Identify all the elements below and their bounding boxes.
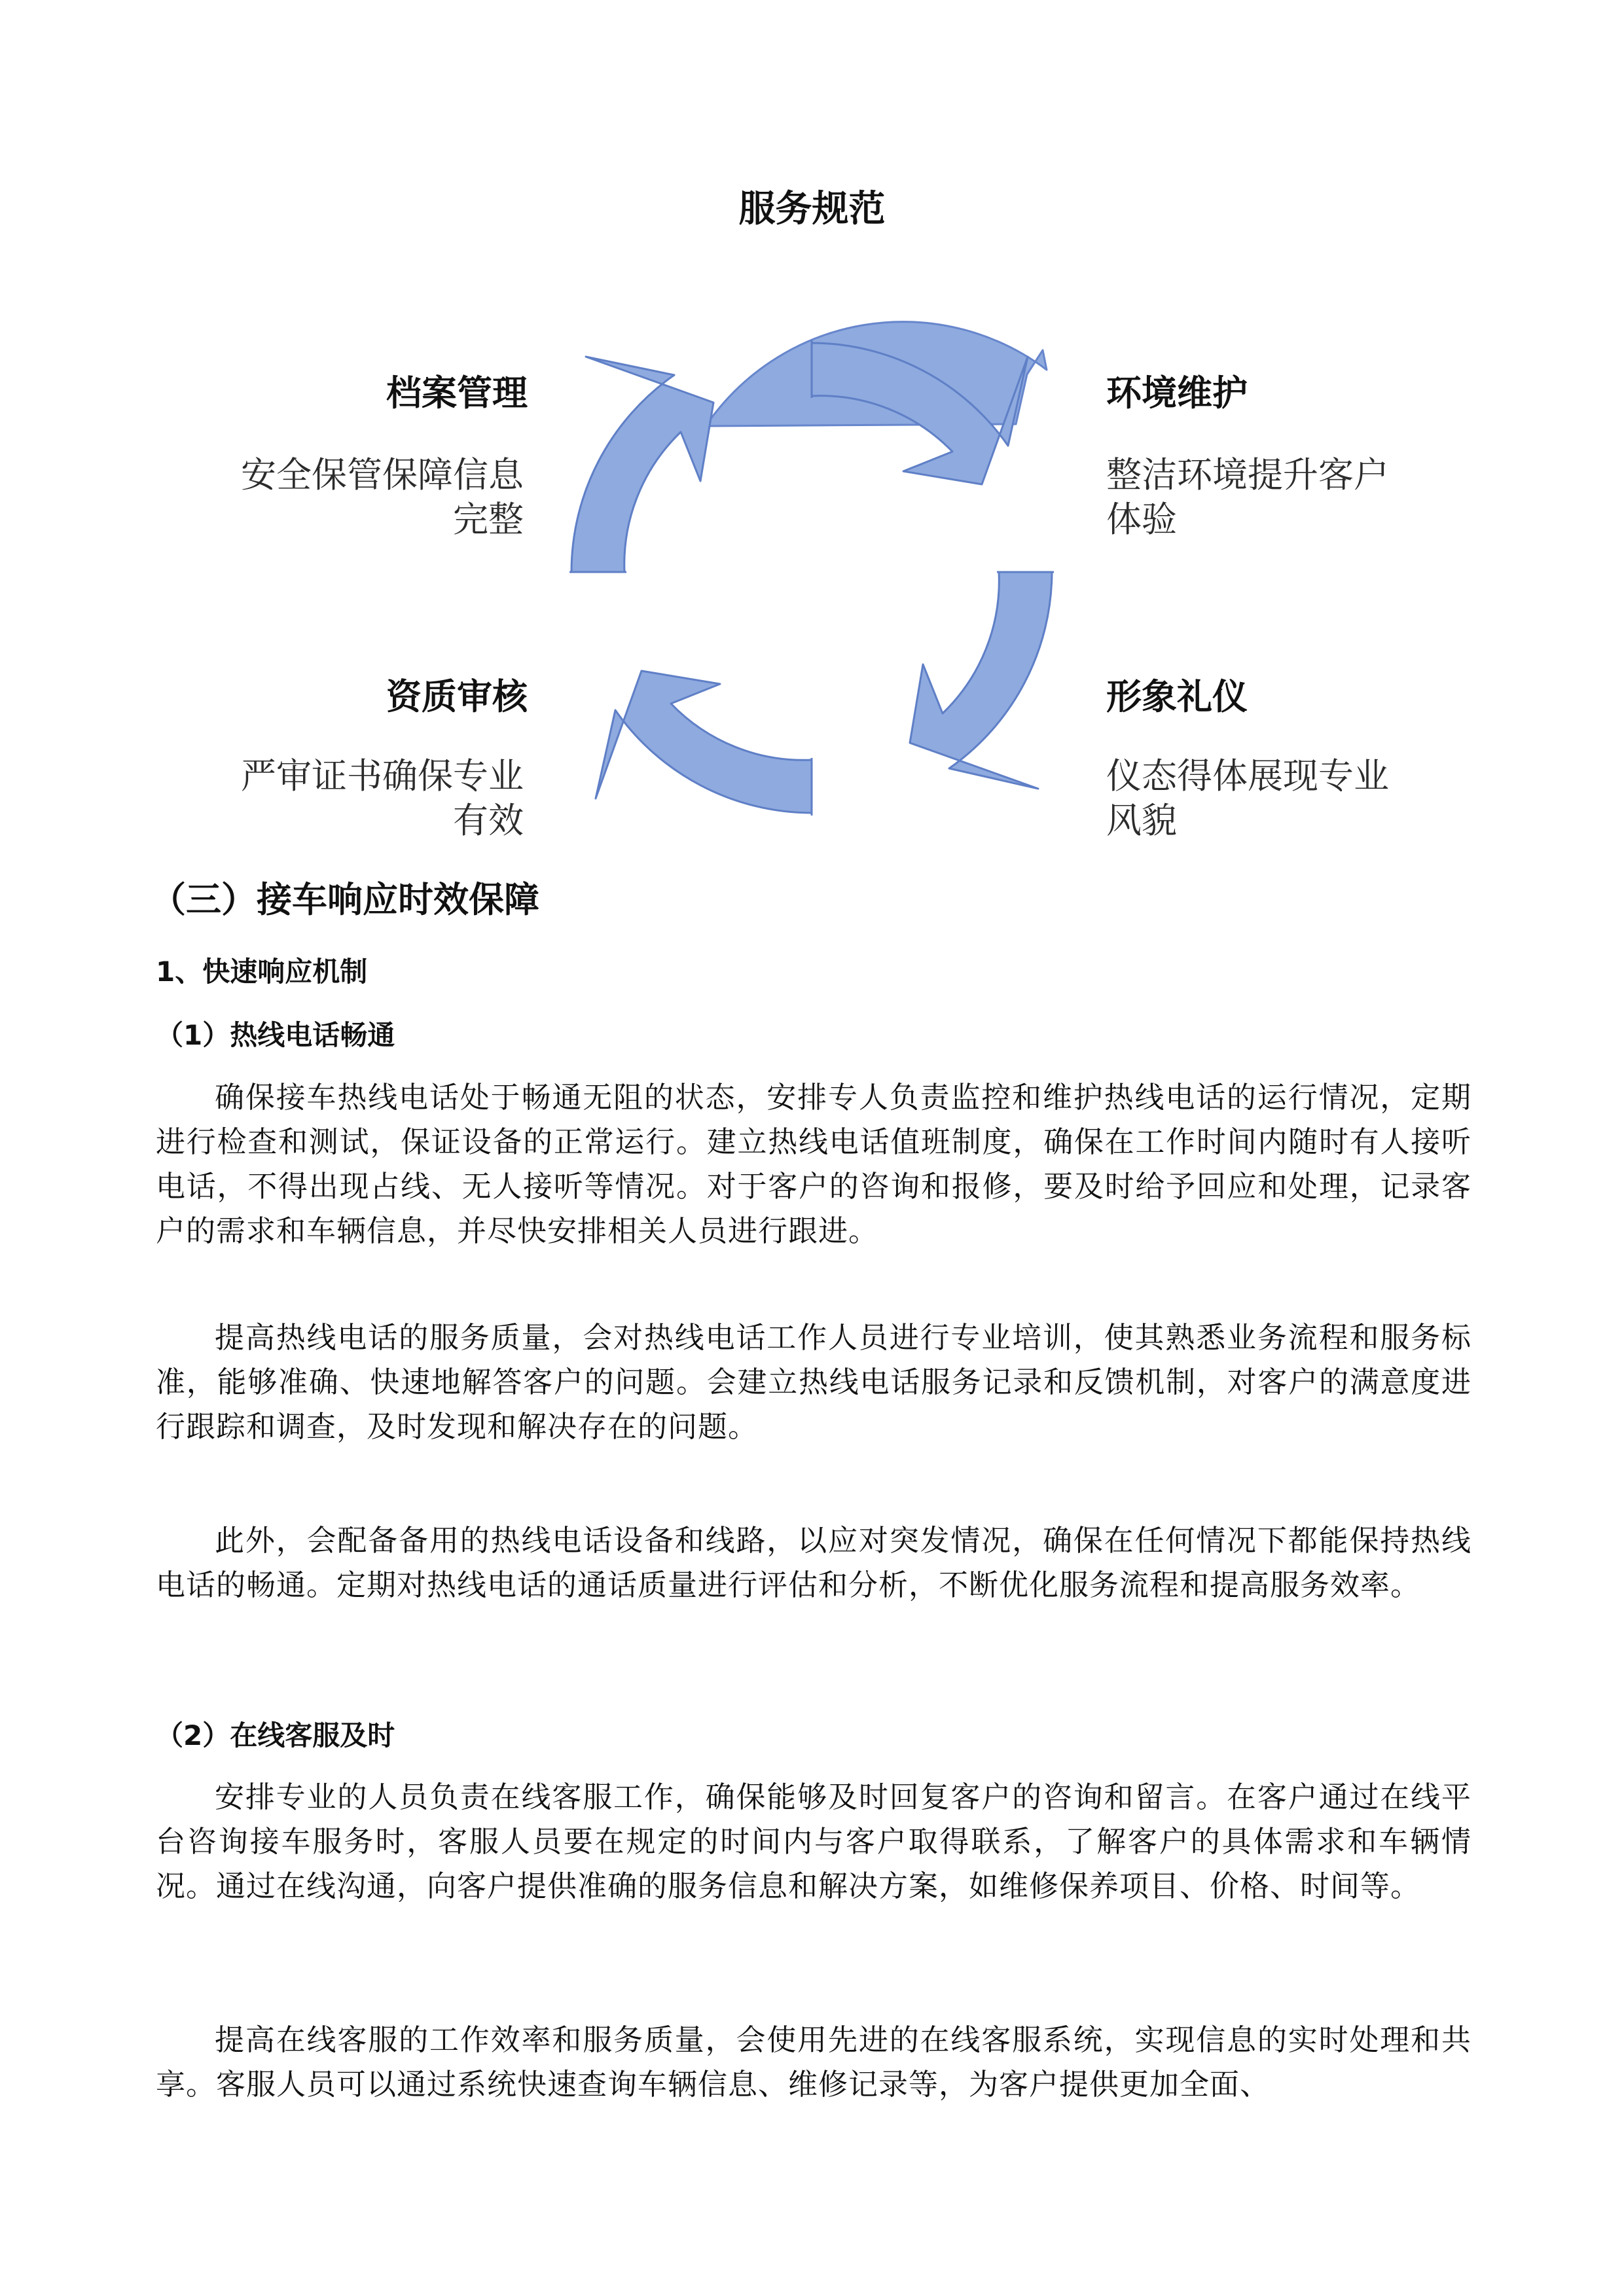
paragraph: 确保接车热线电话处于畅通无阻的状态，安排专人负责监控和维护热线电话的运行情况，定期进行检查和测试，保证设备的正常运行。建立热线电话值班制度，确保在工作时间内随时有人接听电话，不得出现占线、无人接听等情况。对于客户的咨询和报修，要及时给予回应和处理，记录客户的需求和车辆信息，并尽快安排相关人员进行跟进。	[156, 1080, 1471, 1248]
node-heading-etiquette: 形象礼仪	[1106, 676, 1248, 717]
node-text-environment	[1106, 453, 1414, 542]
item-heading-hotline: （1）热线电话畅通	[156, 1019, 395, 1051]
node-text-archive	[216, 453, 524, 542]
item-heading-online-service: （2）在线客服及时	[156, 1719, 395, 1751]
node-text-line: 安全保管保障信息	[241, 454, 524, 495]
node-text-etiquette	[1106, 754, 1414, 843]
cycle-diagram	[0, 0, 1624, 864]
page-title: 服务规范	[738, 188, 886, 230]
paragraph: 安排专业的人员负责在线客服工作，确保能够及时回复客户的咨询和留言。在客户通过在线平台咨询接车服务时，客服人员要在规定的时间内与客户取得联系，了解客户的具体需求和车辆情况。通过在线沟通，向客户提供准确的服务信息和解决方案，如维修保养项目、价格、时间等。	[156, 1780, 1471, 1903]
node-heading-qualification: 资质审核	[386, 676, 528, 717]
node-text-line: 体验	[1106, 499, 1177, 540]
node-text-qualification	[216, 754, 524, 843]
node-text-line: 仪态得体展现专业	[1106, 755, 1389, 797]
section-heading: （三）接车响应时效保障	[151, 879, 539, 920]
paragraph: 提高在线客服的工作效率和服务质量，会使用先进的在线客服系统，实现信息的实时处理和共享。客服人员可以通过系统快速查询车辆信息、维修记录等，为客户提供更加全面、	[156, 2022, 1471, 2102]
node-heading-archive: 档案管理	[386, 372, 528, 414]
node-text-line: 有效	[453, 800, 524, 841]
node-text-line: 严审证书确保专业	[241, 755, 524, 797]
subsection-heading: 1、快速响应机制	[156, 956, 368, 988]
paragraph: 提高热线电话的服务质量，会对热线电话工作人员进行专业培训，使其熟悉业务流程和服务标准，能够准确、快速地解答客户的问题。会建立热线电话服务记录和反馈机制，对客户的满意度进行跟踪和调查，及时发现和解决存在的问题。	[156, 1320, 1471, 1444]
paragraph: 此外，会配备备用的热线电话设备和线路，以应对突发情况，确保在任何情况下都能保持热线电话的畅通。定期对热线电话的通话质量进行评估和分析，不断优化服务流程和提高服务效率。	[156, 1523, 1471, 1602]
node-text-line: 风貌	[1106, 800, 1177, 841]
node-text-line: 完整	[453, 499, 524, 540]
node-heading-environment: 环境维护	[1106, 372, 1248, 414]
node-text-line: 整洁环境提升客户	[1106, 454, 1389, 495]
